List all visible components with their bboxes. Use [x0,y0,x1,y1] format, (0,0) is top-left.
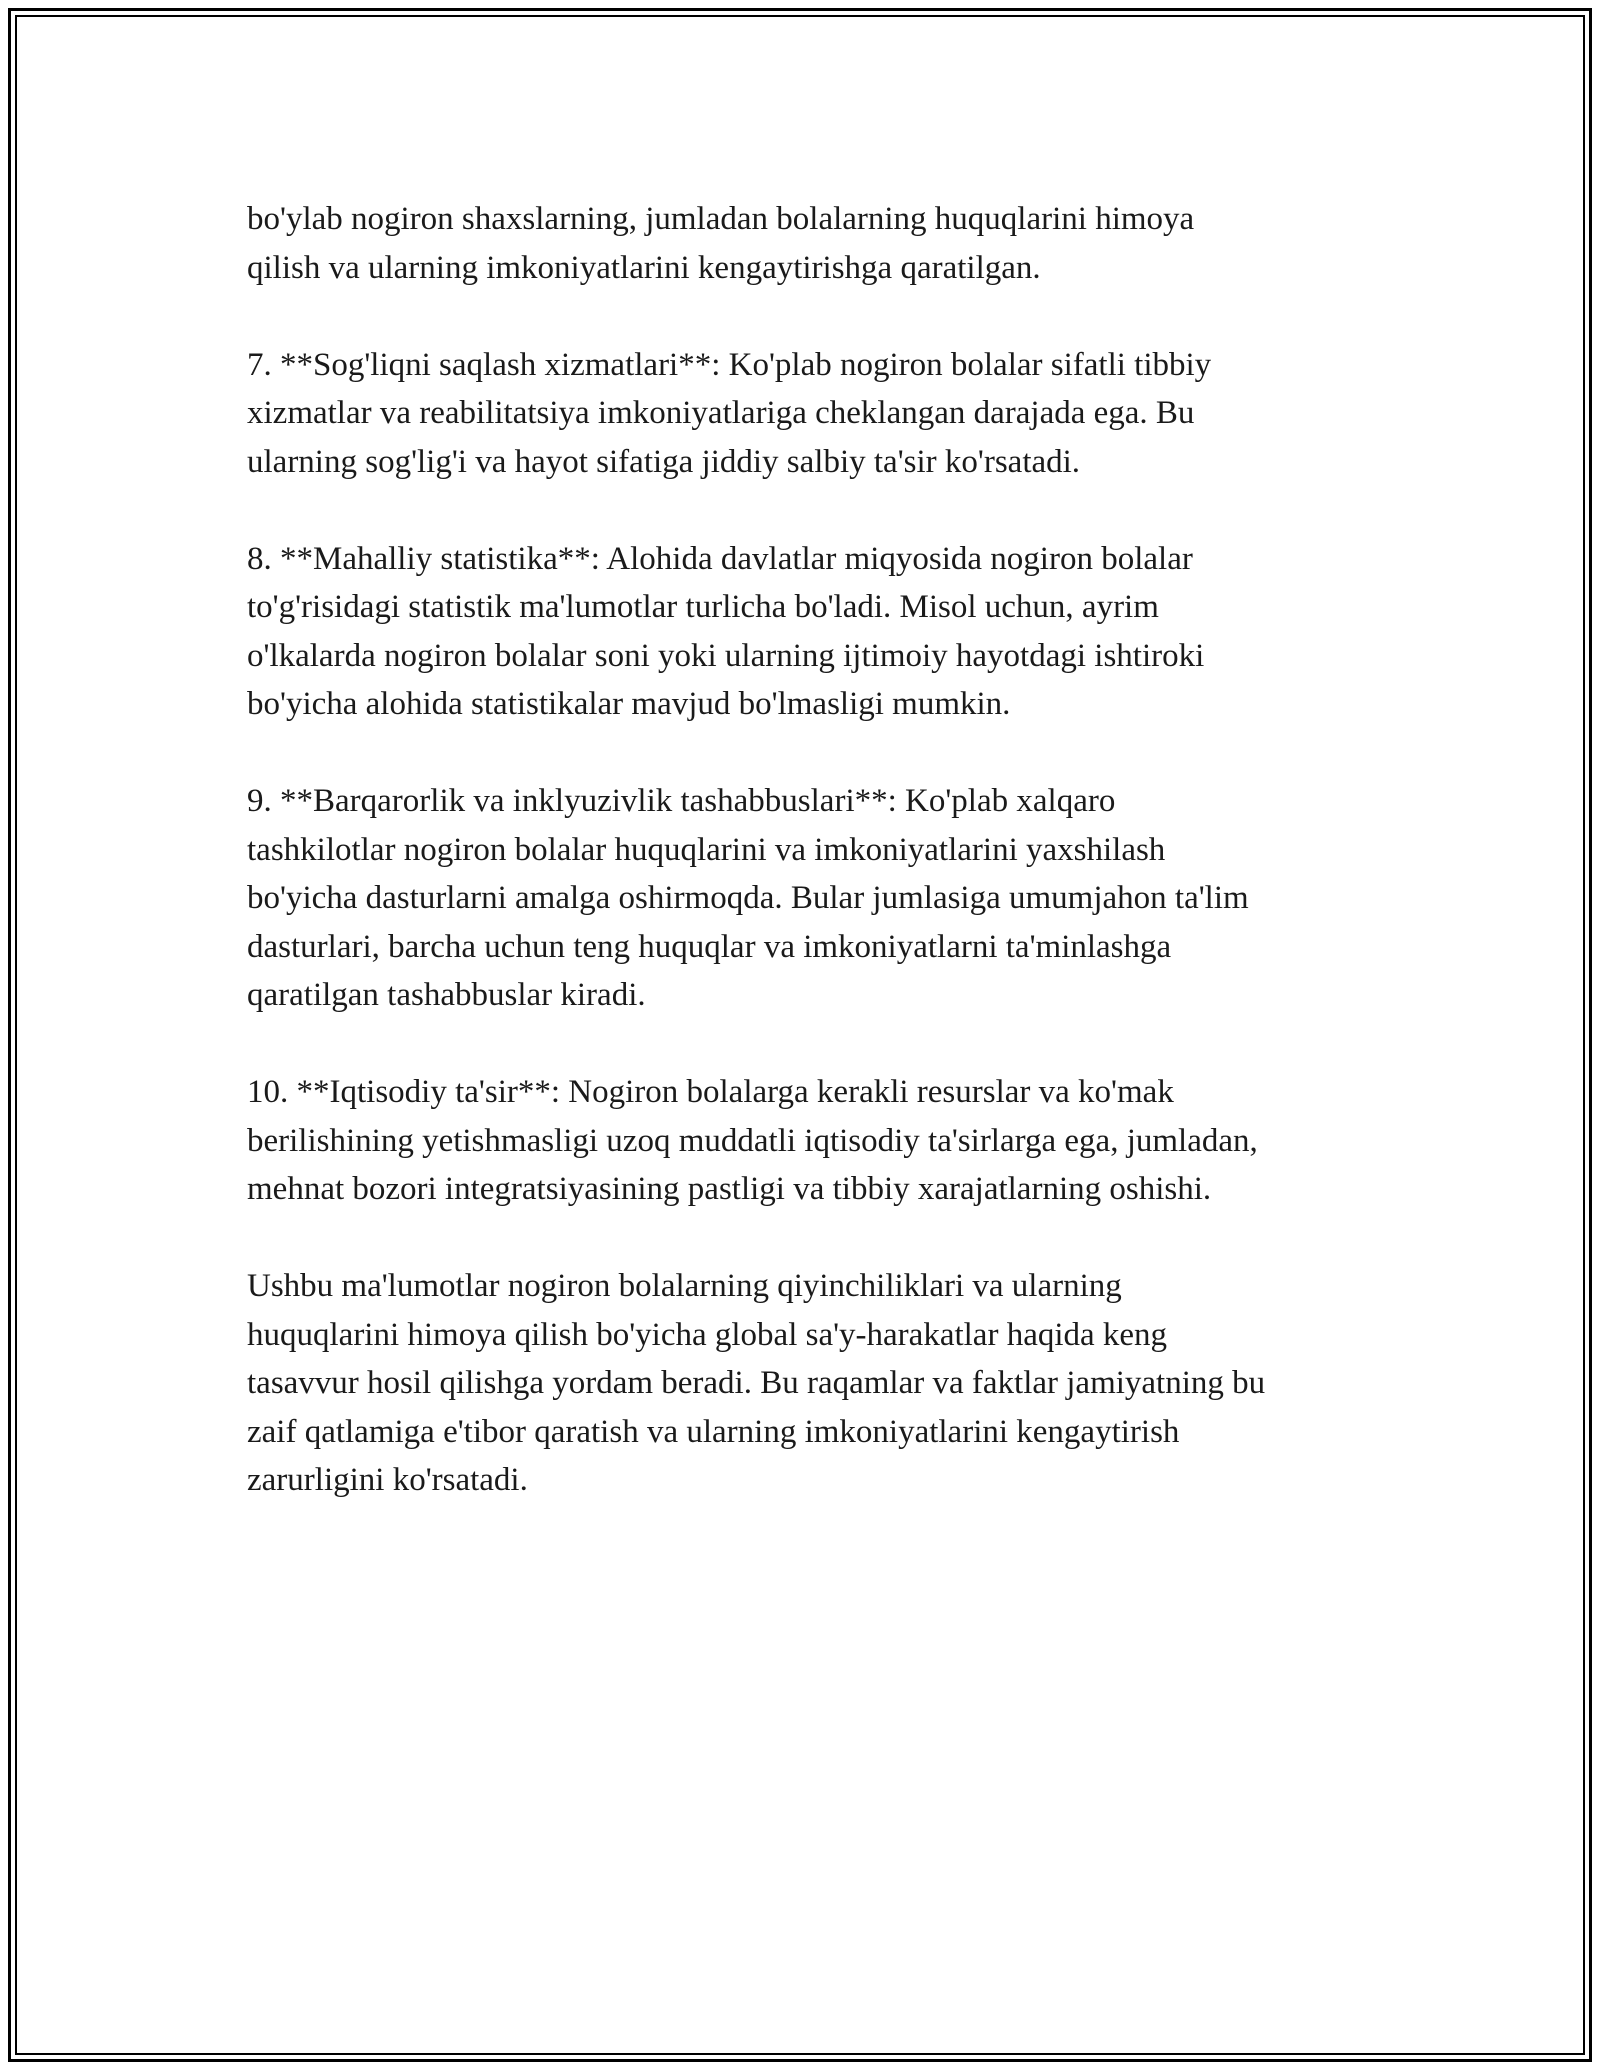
paragraph-item-9-inclusion-initiatives: 9. **Barqarorlik va inklyuzivlik tashabbuslari**: Ko'plab xalqaro tashkilotlar nogiron bolalar huquqlarini va imkoniyatlarini yaxshilash bo'yicha dasturlarni amalga oshirmoqda. Bular jumlasiga umumjahon ta'lim dasturlari, barcha uchun teng huquqlar va imkoniyatlarni ta'minlashga qaratilgan tashabbuslar kiradi. [247,783,1249,1013]
page-frame [8,8,1592,2062]
paragraph-continuation: bo'ylab nogiron shaxslarning, jumladan bolalarning huquqlarini himoya qilish va ularning imkoniyatlarini kengaytirishga qaratilgan. [247,201,1195,286]
page-body [247,195,1397,1553]
paragraph-conclusion: Ushbu ma'lumotlar nogiron bolalarning qiyinchiliklari va ularning huquqlarini himoya qilish bo'yicha global sa'y-harakatlar haqida keng tasavvur hosil qilishga yordam beradi. Bu raqamlar va faktlar jamiyatning bu zaif qatlamiga e'tibor qaratish va ularning imkoniyatlarini kengaytirish zarurligini ko'rsatadi. [247,1268,1266,1498]
paragraph-item-8-local-statistics: 8. **Mahalliy statistika**: Alohida davlatlar miqyosida nogiron bolalar to'g'risidagi statistik ma'lumotlar turlicha bo'ladi. Misol uchun, ayrim o'lkalarda nogiron bolalar soni yoki ularning ijtimoiy hayotdagi ishtiroki bo'yicha alohida statistikalar mavjud bo'lmasligi mumkin. [247,540,1205,722]
paragraph-item-7-healthcare: 7. **Sog'liqni saqlash xizmatlari**: Ko'plab nogiron bolalar sifatli tibbiy xizmatlar va reabilitatsiya imkoniyatlariga cheklangan darajada ega. Bu ularning sog'lig'i va hayot sifatiga jiddiy salbiy ta'sir ko'rsatadi. [247,346,1212,480]
paragraph-item-10-economic-impact: 10. **Iqtisodiy ta'sir**: Nogiron bolalarga kerakli resurslar va ko'mak berilishining yetishmasligi uzoq muddatli iqtisodiy ta'sirlarga ega, jumladan, mehnat bozori integratsiyasining pastligi va tibbiy xarajatlarning oshishi. [247,1074,1258,1207]
